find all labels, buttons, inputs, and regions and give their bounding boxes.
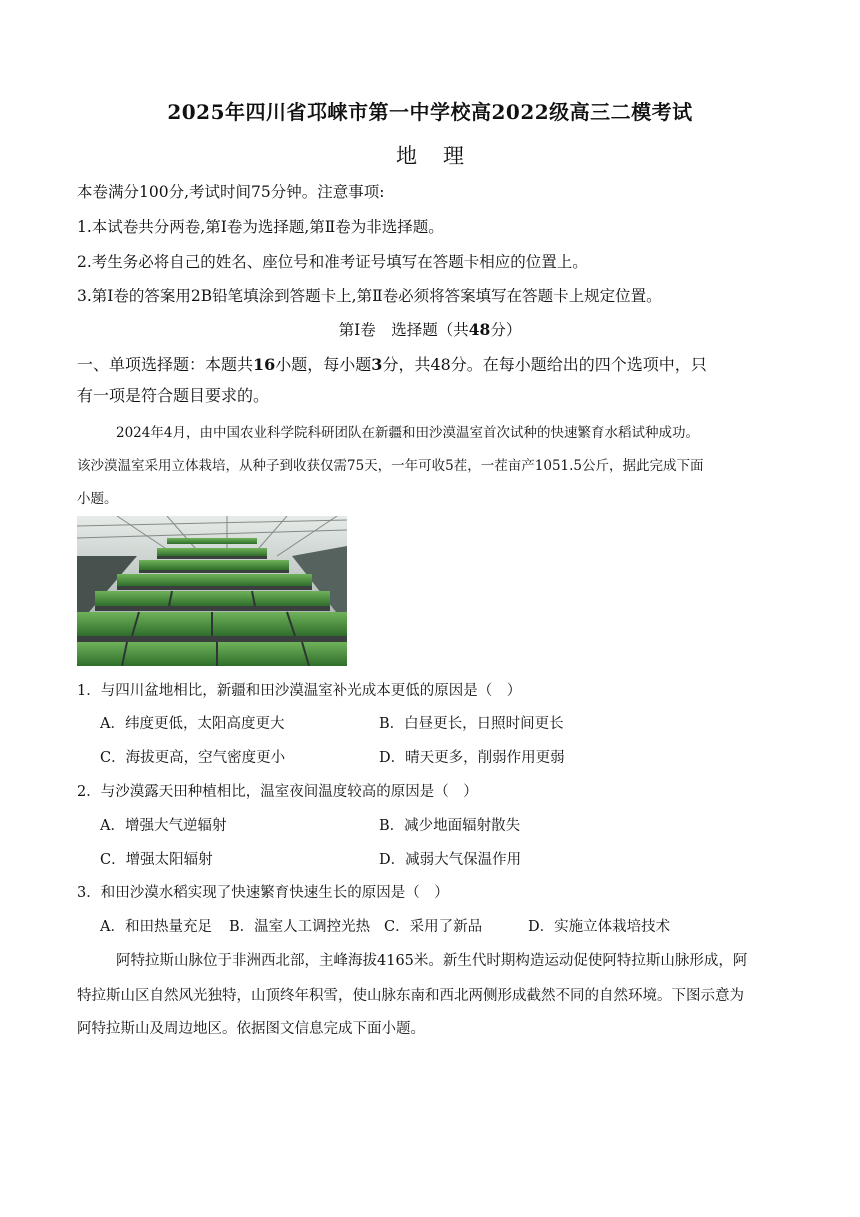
greenhouse-rice-photo <box>77 516 347 666</box>
instruction-item-2: 2.考生务必将自己的姓名、座位号和准考证号填写在答题卡相应的位置上。 <box>77 253 588 271</box>
passage2-line1: 阿特拉斯山脉位于非洲西北部，主峰海拔4165米。新生代时期构造运动促使阿特拉斯山脉形成，阿 <box>116 953 748 969</box>
question-1-option-b[interactable]: B．白昼更长，日照时间更长 <box>379 716 564 732</box>
section-title-suffix: 分） <box>490 321 522 339</box>
instruction-item-3: 3.第Ⅰ卷的答案用2B铅笔填涂到答题卡上,第Ⅱ卷必须将答案填写在答题卡上规定位置。 <box>77 287 662 305</box>
section-title-prefix: 第Ⅰ卷 选择题（共 <box>338 321 469 339</box>
instruction-item-1: 1.本试卷共分两卷,第Ⅰ卷为选择题,第Ⅱ卷为非选择题。 <box>77 218 444 236</box>
question-2-option-c[interactable]: C．增强太阳辐射 <box>100 852 213 868</box>
section-title <box>0 318 860 340</box>
part-heading-line1 <box>77 352 707 375</box>
question-2-option-b[interactable]: B．减少地面辐射散失 <box>379 818 521 834</box>
question-3-option-d[interactable]: D．实施立体栽培技术 <box>528 919 671 935</box>
question-1-option-a[interactable]: A．纬度更低，太阳高度更大 <box>100 716 285 732</box>
part-heading-e: 分，共48分。在每小题给出的四个选项中，只 <box>382 355 707 374</box>
question-3-option-c[interactable]: C．采用了新品 <box>384 919 483 935</box>
question-3-option-b[interactable]: B．温室人工调控光热 <box>229 919 371 935</box>
passage2-line3: 阿特拉斯山及周边地区。依据图文信息完成下面小题。 <box>77 1021 425 1037</box>
question-2-option-a[interactable]: A．增强大气逆辐射 <box>100 818 227 834</box>
part-heading-c: 小题，每小题 <box>275 355 372 374</box>
part-heading-count: 16 <box>253 355 276 374</box>
question-2-stem: 2．与沙漠露天田种植相比，温室夜间温度较高的原因是（ ） <box>77 784 478 800</box>
exam-title: 2025年四川省邛崃市第一中学校高2022级高三二模考试 <box>167 100 693 124</box>
passage1-line1: 2024年4月，由中国农业科学院科研团队在新疆和田沙漠温室首次试种的快速繁育水稻试种成功。 <box>116 425 699 441</box>
part-heading-line2: 有一项是符合题目要求的。 <box>77 386 270 405</box>
question-2-option-d[interactable]: D．减弱大气保温作用 <box>379 852 522 868</box>
question-1-option-d[interactable]: D．晴天更多，削弱作用更弱 <box>379 750 565 766</box>
subject-title: 地理 <box>396 144 490 168</box>
question-3-option-a[interactable]: A．和田热量充足 <box>100 919 212 935</box>
passage2-line2: 特拉斯山区自然风光独特，山顶终年积雪，使山脉东南和西北两侧形成截然不同的自然环境。下图示意为 <box>77 988 744 1004</box>
passage1-line2: 该沙漠温室采用立体栽培，从种子到收获仅需75天，一年可收5茬，一茬亩产1051.5公斤，据此完成下面 <box>77 458 704 474</box>
question-1-stem: 1．与四川盆地相比，新疆和田沙漠温室补光成本更低的原因是（ ） <box>77 683 522 699</box>
instructions-intro: 本卷满分100分,考试时间75分钟。注意事项: <box>77 183 385 201</box>
part-heading-score: 3 <box>371 355 383 374</box>
part-heading-a: 一、单项选择题：本题共 <box>77 355 254 374</box>
section-title-num: 48 <box>468 320 491 339</box>
question-3-stem: 3．和田沙漠水稻实现了快速繁育快速生长的原因是（ ） <box>77 885 449 901</box>
question-1-option-c[interactable]: C．海拔更高，空气密度更小 <box>100 750 286 766</box>
passage1-line3: 小题。 <box>77 491 118 507</box>
